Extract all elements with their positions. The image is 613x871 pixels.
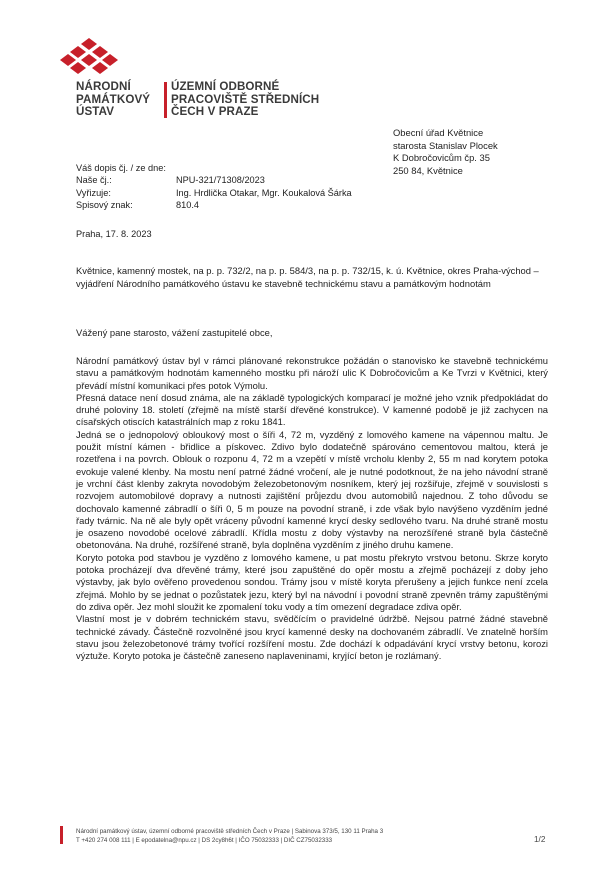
salutation: Vážený pane starosto, vážení zastupitelé obce,	[76, 327, 273, 338]
letter-date: Praha, 17. 8. 2023	[76, 229, 152, 239]
department-name-line: ČECH V PRAZE	[171, 105, 259, 119]
letter-subject: Květnice, kamenný mostek, na p. p. 732/2, na p. p. 584/3, na p. p. 732/15, k. ú. Květnice, okres Praha-východ – vyjádření Národního památkového ústavu ke stavebně technickému stavu a památkovým hodnotám	[76, 265, 539, 289]
header-divider	[164, 82, 167, 118]
org-name-line: NÁRODNÍ	[76, 80, 131, 93]
department-name-line: ÚZEMNÍ ODBORNÉ	[171, 80, 280, 93]
reference-value: 810.4	[176, 200, 199, 211]
footer-contacts: T +420 274 008 111 | E epodatelna@npu.cz | DS 2cy8h6t | IČO 75032333 | DIČ CZ75032333	[76, 837, 333, 844]
footer	[76, 827, 383, 845]
department-name-line: PRACOVIŠTĚ STŘEDNÍCH	[171, 92, 320, 106]
address-line: Obecní úřad Květnice	[393, 127, 484, 138]
reference-value: NPU-321/71308/2023	[176, 175, 265, 186]
department-name	[171, 81, 319, 119]
address-line: 250 84, Květnice	[393, 164, 463, 176]
address-line: starosta Stanislav Plocek	[393, 139, 498, 151]
page-number: 1/2	[534, 835, 546, 844]
footer-divider	[60, 826, 63, 844]
body-paragraph: Přesná datace není dosud známa, ale na základě typologických komparací je možné jeho vznik předpokládat do druhé poloviny 18. století (zřejmě na místě starší dřevěné konstrukce). V kamenné podobě je již zachycen na císařských otiscích katastrálních map z roku 1841.	[76, 391, 548, 428]
npu-logo-icon	[60, 38, 118, 80]
reference-label: Naše čj.:	[76, 175, 112, 186]
body-paragraph: Národní památkový ústav byl v rámci plánované rekonstrukce požádán o stanovisko ke stavebně technickému stavu a památkovým hodnotám kamenného mostku při nároží ulic K Dobročovicům a Ke Tvrzi v Květnici, který převádí místní komunikaci přes potok Výmolu.	[76, 355, 548, 391]
body-paragraph: Vlastní most je v dobrém technickém stavu, svědčícím o pravidelné údržbě. Nejsou patrné žádné stavebně technické závady. Částečně rozvolněné jsou krycí kamenné desky na dochovaném zábradlí. Ve znatelně horším stavu jsou železobetonové trámy tvořící rozšíření mostu. Zde dochází k odpadávání krycí vrstvy betonu, korozi výztuže. Koryto potoka je částečně zaneseno naplaveninami, kryjící beton je rozlámaný.	[76, 613, 548, 662]
org-name-line: PAMÁTKOVÝ	[76, 92, 151, 106]
letter-body	[76, 355, 548, 662]
address-line: K Dobročovicům čp. 35	[393, 152, 490, 163]
org-name	[76, 81, 150, 119]
recipient-address	[393, 127, 498, 177]
reference-label: Váš dopis čj. / ze dne:	[76, 163, 166, 173]
footer-address: Národní památkový ústav, územní odborné pracoviště středních Čech v Praze | Sabinova 373/5, 130 11 Praha 3	[76, 828, 384, 835]
org-name-line: ÚSTAV	[76, 105, 115, 119]
body-paragraph: Jedná se o jednopolový obloukový most o šíři 4, 72 m, vyzděný z lomového kamene na vápennou maltu. Je použit místní kámen - břidlice a pískovec. Zdivo bylo dodatečně spárováno cementovou maltou, která je rozetřena i na povrch. Oblouk o rozponu 4, 72 m a vzepětí v místě vrcholu klenby 2, 55 m nad korytem potoka evokuje valené klenby. Na mostu není patrné žádné vročení, ale je nutné podotknout, že na jeho návodní straně je vrchní část klenby zakryta novodobým železobetonovým nosníkem, který jej rozšiřuje, zřejmě v souvislosti s rozvojem automobilové dopravy a nutnosti zajištění průjezdu dvou automobilů najednou. Z toho důvodu se dochovalo kamenné zábradlí o šíři 0, 5 m pouze na povodní straně, i zde však bylo navýšeno vyzděním jedné řady tvárnic. Na ně ale byly opět vráceny původní kamenné krycí desky sedlového tvaru. Na druhé straně mostu je osazeno novodobé ocelové zábradlí. Křídla mostu z doby výstavby na nerozšířené straně byla částečně obetonována. Na druhé, rozšířené straně, byla doplněna vyzděním z jiného druhu kamene.	[76, 428, 548, 551]
reference-label: Spisový znak:	[76, 200, 133, 211]
body-paragraph: Koryto potoka pod stavbou je vyzděno z lomového kamene, u pat mostu překryto vrstvou betonu. Skrze koryto potoka procházejí dva dřevěné trámy, které jsou zapuštěné do opěr mostu a zřejmě pocházejí z doby jeho výstavby, jak bylo ověřeno provedenou sondou. Trámy jsou v místě koryta přerušeny a jejich funkce není zcela zřejmá. Mohlo by se jednat o pozůstatek jezu, který byl na návodní i povodní straně zpevněn trámy zapuštěnými do zdiva opěr. Jez mohl sloužit ke zpomalení toku vody a tím omezení degradace zdiva opěr.	[76, 551, 548, 612]
reference-value: Ing. Hrdlička Otakar, Mgr. Koukalová Šárka	[176, 187, 352, 198]
reference-label: Vyřizuje:	[76, 187, 111, 198]
